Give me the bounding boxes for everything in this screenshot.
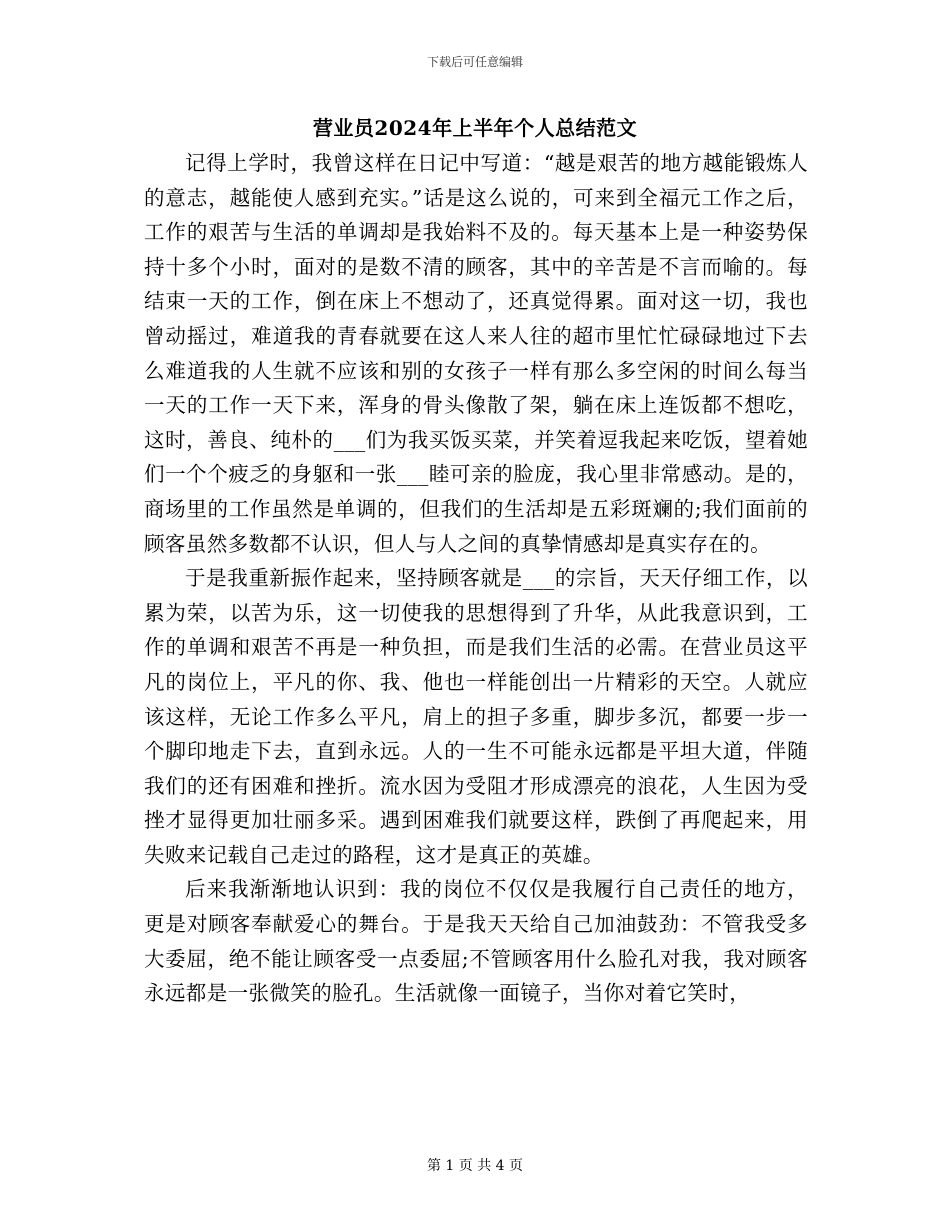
paragraph-3: 后来我渐渐地认识到：我的岗位不仅仅是我履行自己责任的地方，更是对顾客奉献爱心的舞台。于是我天天给自己加油鼓劲：不管我受多大委屈，绝不能让顾客受一点委屈;不管顾客用什么脸孔对我，我对顾客永远都是一张微笑的脸孔。生活就像一面镜子，当你对着它笑时， — [144, 877, 808, 1006]
paragraph-1: 记得上学时，我曾这样在日记中写道：“越是艰苦的地方越能锻炼人的意志，越能使人感到充实。”话是这么说的，可来到全福元工作之后，工作的艰苦与生活的单调却是我始料不及的。每天基本上是一种姿势保持十多个小时，面对的是数不清的顾客，其中的辛苦是不言而喻的。每结束一天的工作，倒在床上不想动了，还真觉得累。面对这一切，我也曾动摇过，难道我的青春就要在这人来人往的超市里忙忙碌碌地过下去么难道我的人生就不应该和别的女孩子一样有那么多空闲的时间么每当一天的工作一天下来，浑身的骨头像散了架，躺在床上连饭都不想吃，这时，善良、纯朴的___们为我买饭买菜，并笑着逗我起来吃饭，望着她们一个个疲乏的身躯和一张___睦可亲的脸庞，我心里非常感动。是的，商场里的工作虽然是单调的，但我们的生活却是五彩斑斓的;我们面前的顾客虽然多数都不认识，但人与人之间的真挚情感却是真实存在的。 — [144, 151, 808, 556]
document-title: 营业员2024年上半年个人总结范文 — [312, 116, 638, 140]
header-note: 下载后可任意编辑 — [426, 55, 523, 69]
page-number: 第 1 页 共 4 页 — [426, 1158, 524, 1174]
paragraph-2: 于是我重新振作起来，坚持顾客就是___的宗旨，天天仔细工作，以累为荣，以苦为乐，这一切使我的思想得到了升华，从此我意识到，工作的单调和艰苦不再是一种负担，而是我们生活的必需。在营业员这平凡的岗位上，平凡的你、我、他也一样能创出一片精彩的天空。人就应该这样，无论工作多么平凡，肩上的担子多重，脚步多沉，都要一步一个脚印地走下去，直到永远。人的一生不可能永远都是平坦大道，伴随我们的还有困难和挫折。流水因为受阻才形成漂亮的浪花，人生因为受挫才显得更加壮丽多采。遇到困难我们就要这样，跌倒了再爬起来，用失败来记载自己走过的路程，这才是真正的英雄。 — [144, 566, 808, 867]
document-body — [144, 146, 808, 1011]
